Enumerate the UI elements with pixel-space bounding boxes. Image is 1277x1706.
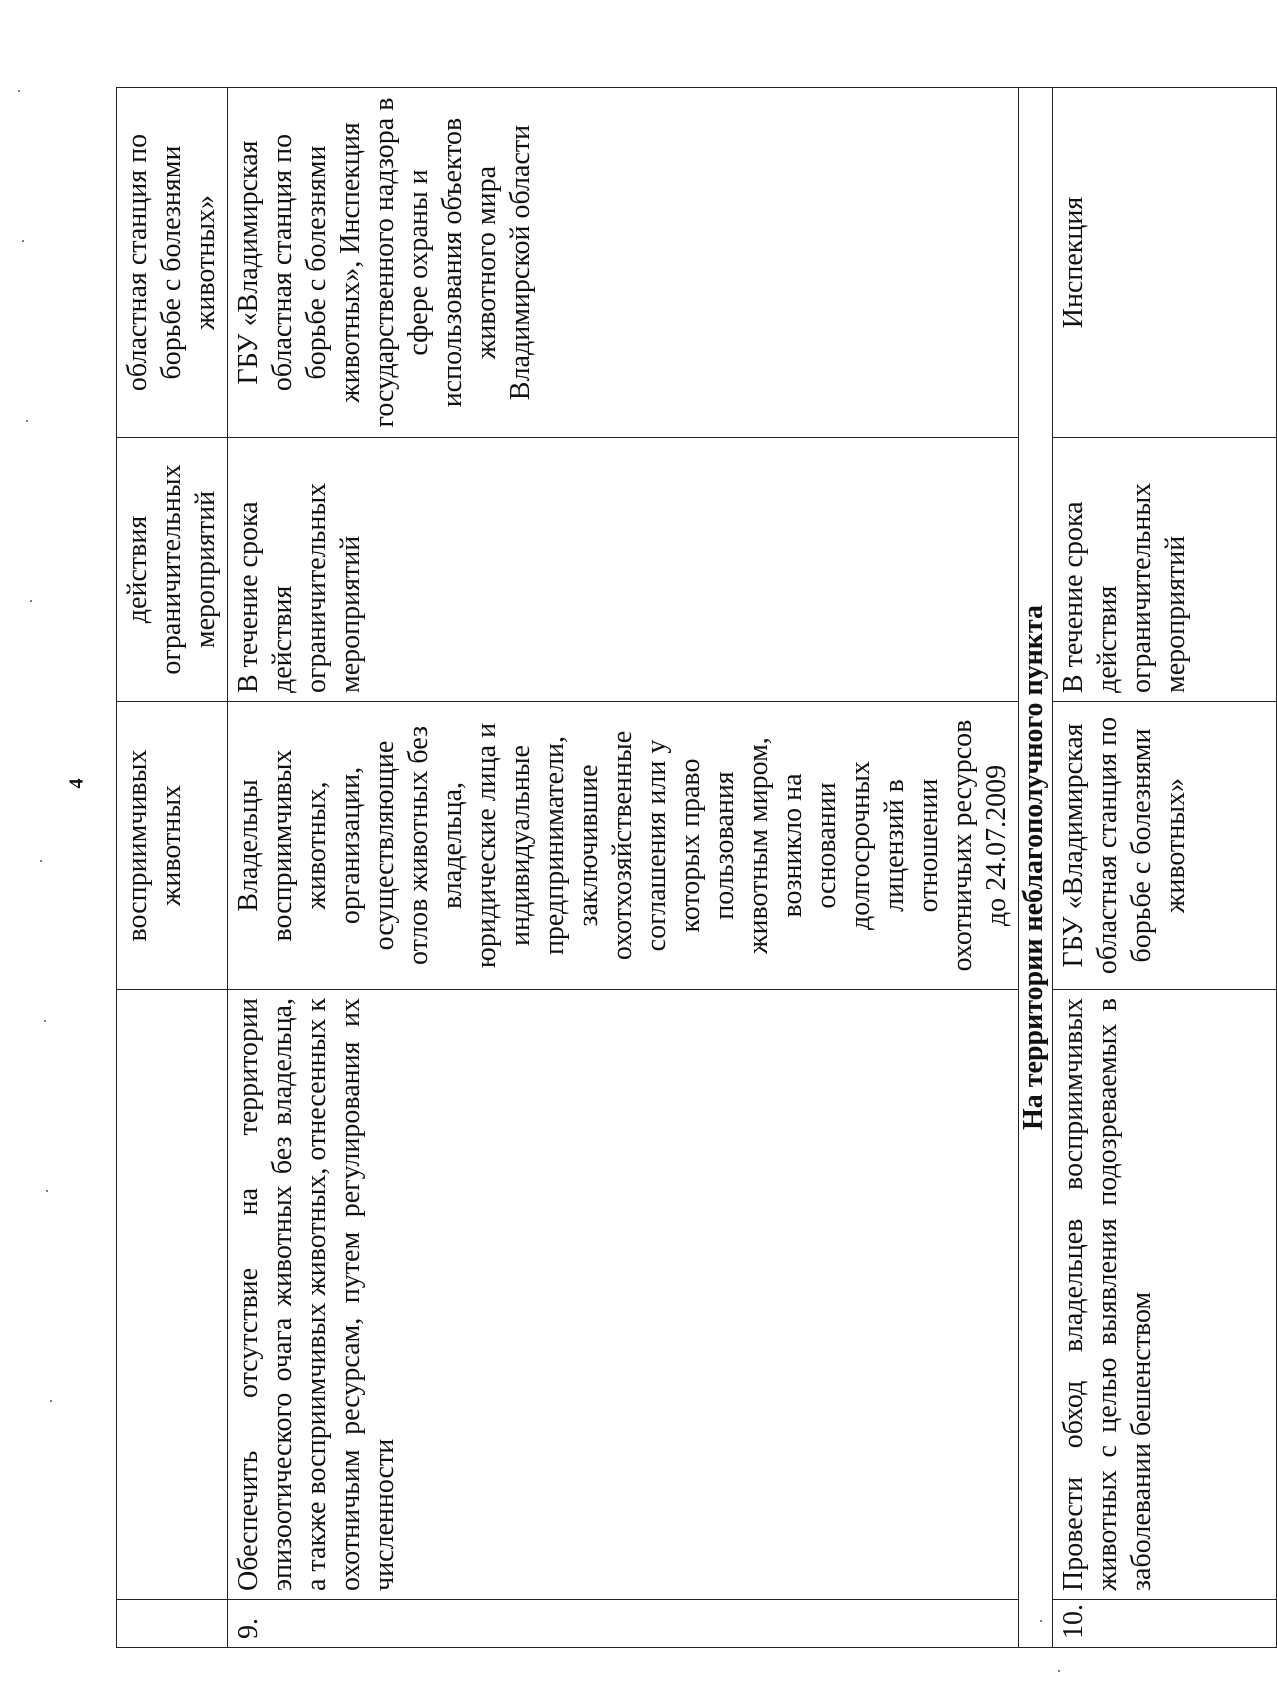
cell-responsible: Инспекция [1053,88,1277,438]
table-row-continued [117,88,228,1648]
cell-term: В течение срока действия ограничительных мероприятий [228,438,1019,702]
cell-row-number: 10. [1053,1600,1277,1648]
cell-measure-empty [117,990,228,1600]
cell-number-empty [117,1600,228,1648]
rotated-table-frame [116,88,1191,1648]
section-title: На территории неблагополучного пункта [1019,88,1053,1648]
cell-executor: восприимчивых животных [117,702,228,990]
section-header-row [1019,88,1053,1648]
cell-measure: Провести обход владельцев восприимчивых животных с целью выявления подозреваемых в заболевании бешенством [1053,990,1277,1600]
cell-executor: ГБУ «Владимирская областная станция по борьбе с болезнями животных» [1053,702,1277,990]
cell-responsible: ГБУ «Владимирская областная станция по борьбе с болезнями животных», Инспекция государственного надзора в сфере охраны и использования объектов животного мира Владимирской области [228,88,1019,438]
measures-table [116,87,1277,1648]
cell-row-number: 9. [228,1600,1019,1648]
table-row-9 [228,88,1019,1648]
table-row-10 [1053,88,1277,1648]
cell-term: действия ограничительных мероприятий [117,438,228,702]
cell-executor: Владельцы восприимчивых животных, организации, осуществляющие отлов животных без владельца, юридические лица и индивидуальные предприниматели, заключившие охотхозяйственные соглашения или у которых право пользования животным миром, возникло на основании долгосрочных лицензий в отношении охотничьих ресурсов до 24.07.2009 [228,702,1019,990]
cell-term: В течение срока действия ограничительных мероприятий [1053,438,1277,702]
cell-measure: Обеспечить отсутствие на территории эпизоотического очага животных без владельца, а также восприимчивых животных, отнесенных к охотничьим ресурсам, путем регулирования их численности [228,990,1019,1600]
cell-responsible: областная станция по борьбе с болезнями животных» [117,88,228,438]
page-number: 4 [65,778,88,789]
